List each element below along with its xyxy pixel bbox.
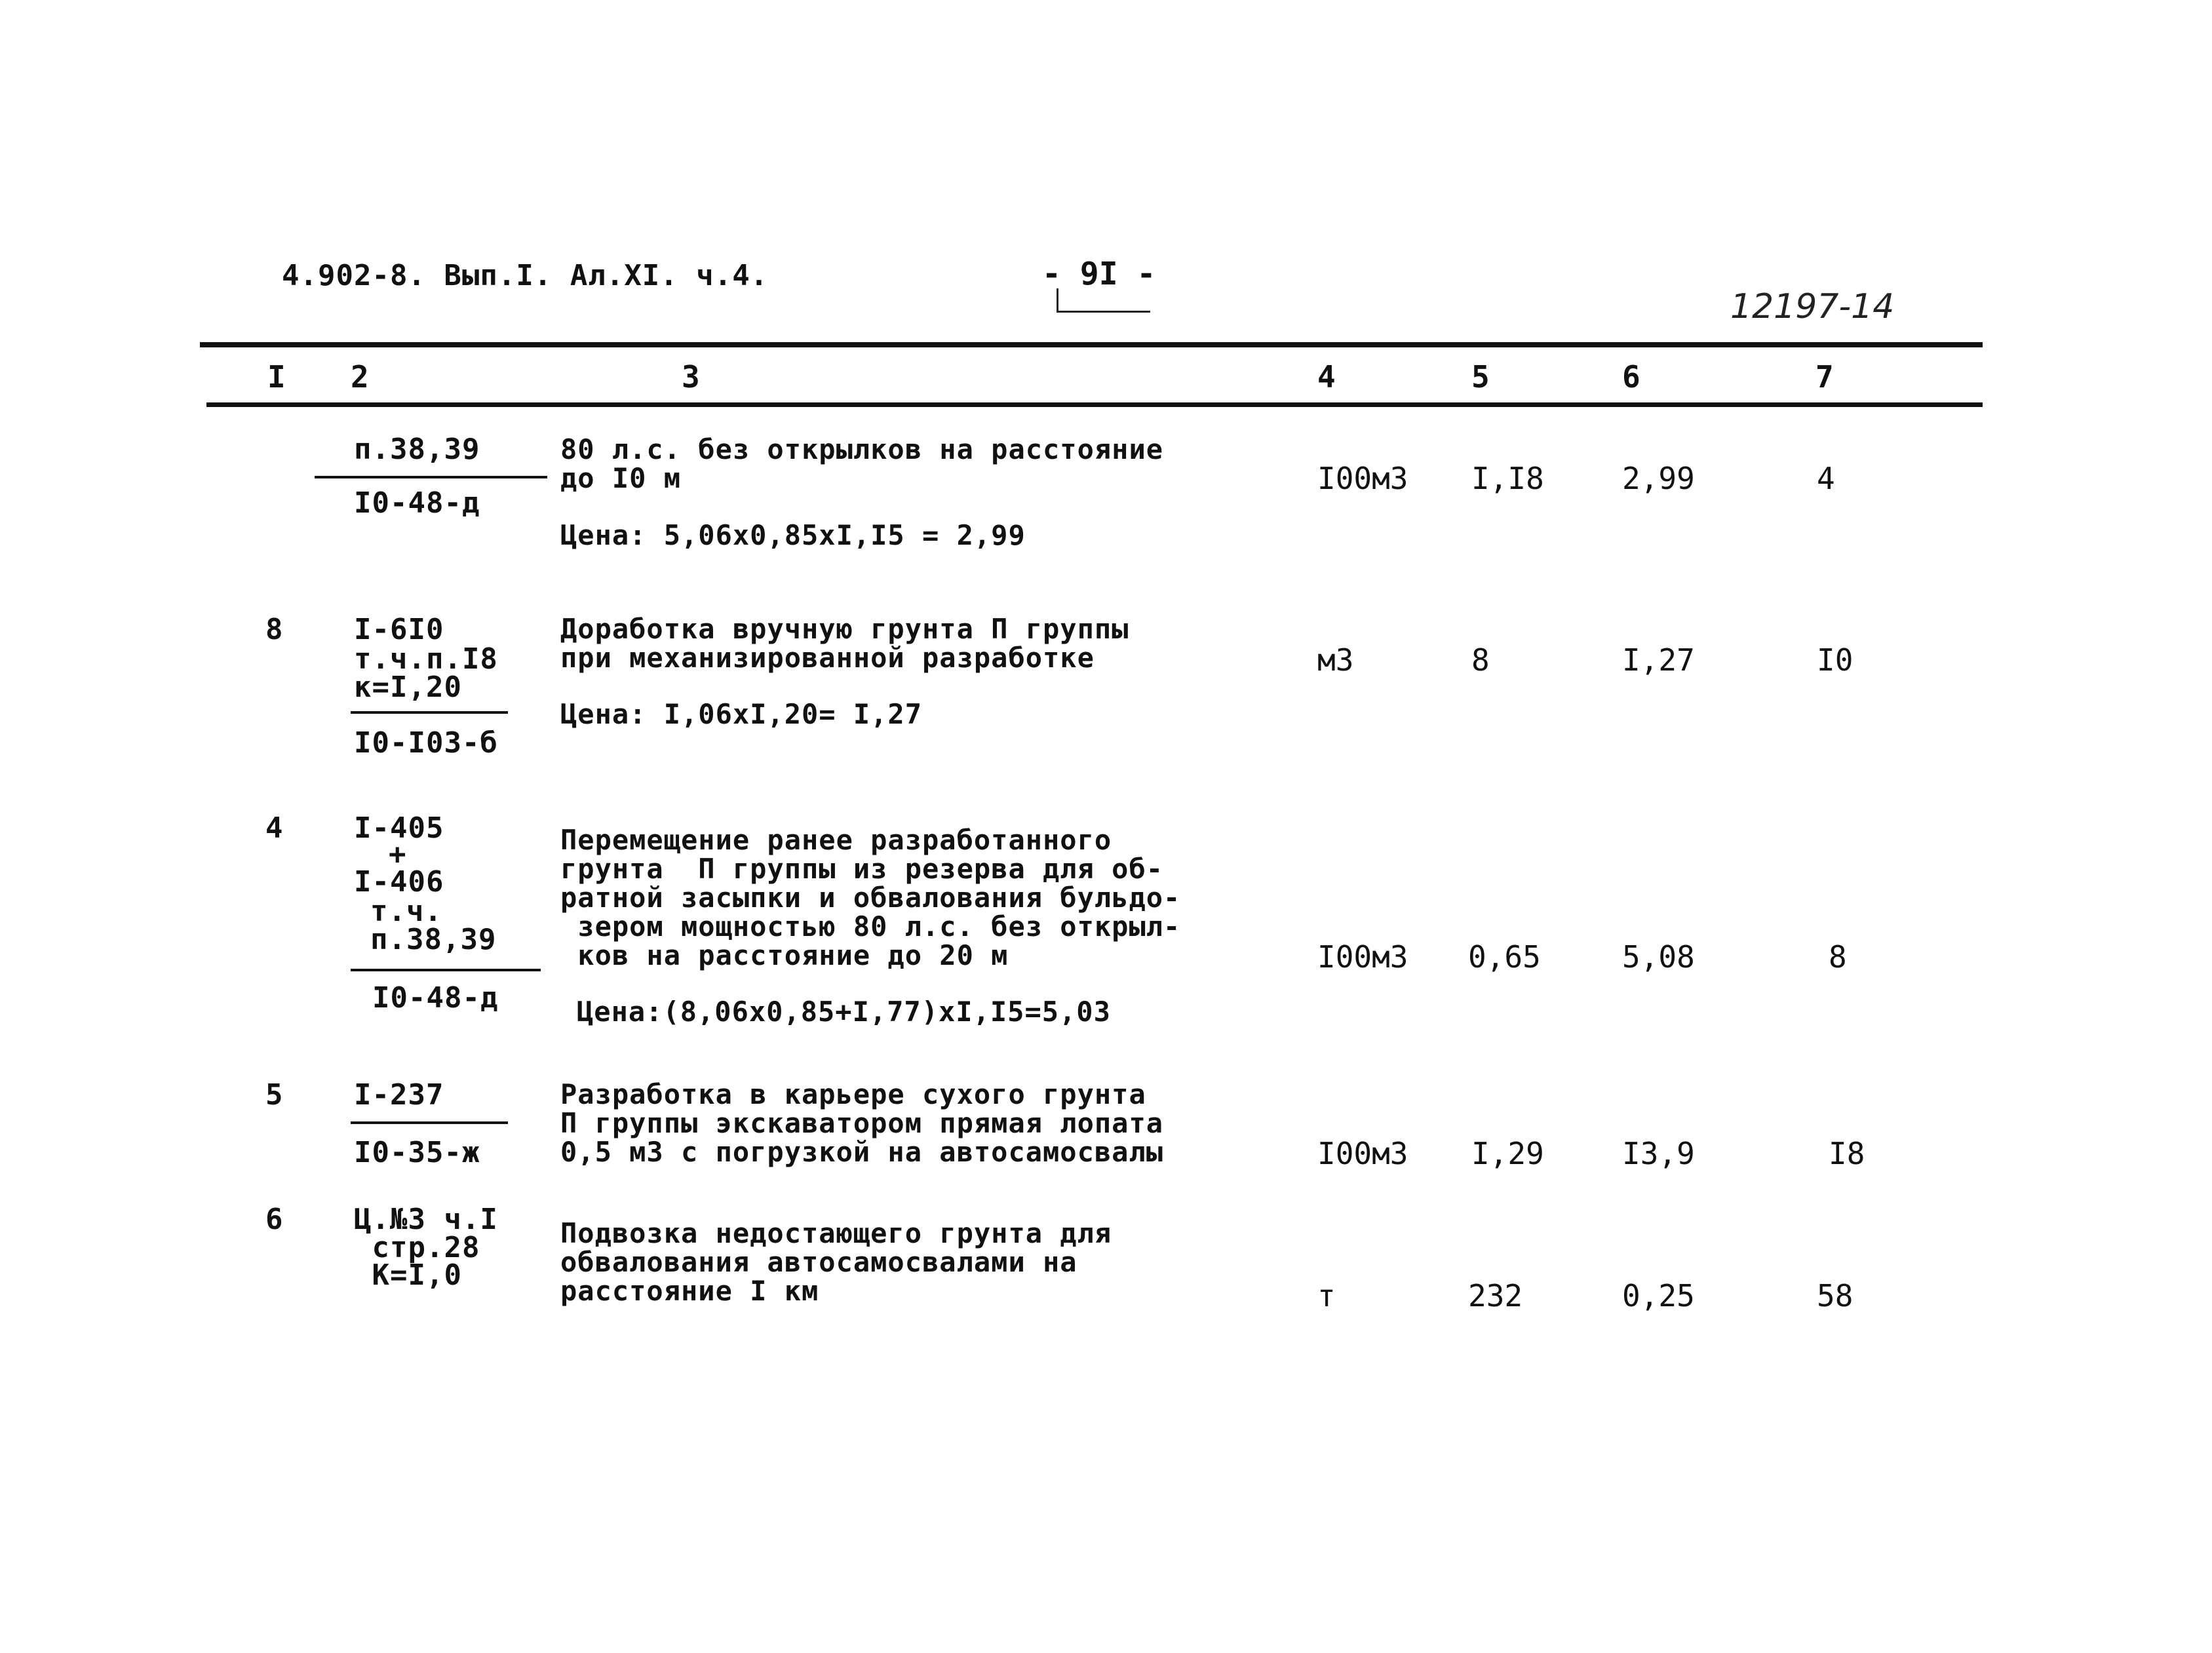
row-unit: м3 bbox=[1317, 642, 1354, 678]
code-fraction-line bbox=[351, 1121, 508, 1124]
document-reference: 4.902-8. Вып.I. Ал.XI. ч.4. bbox=[282, 259, 769, 292]
row-description-line: расстояние I км bbox=[560, 1275, 819, 1307]
row-code-bottom: I0-48-д bbox=[372, 981, 499, 1015]
code-fraction-line bbox=[315, 476, 547, 478]
row-code-top: I-405 bbox=[354, 811, 444, 845]
row-total: 4 bbox=[1817, 461, 1835, 496]
row-number: 5 bbox=[265, 1078, 284, 1112]
row-description-line: Перемещение ранее разработанного bbox=[560, 824, 1112, 856]
row-rate: 2,99 bbox=[1622, 461, 1695, 496]
row-description-line: 0,5 м3 с погрузкой на автосамосвалы bbox=[560, 1136, 1164, 1168]
page-number: - 9I - bbox=[1042, 256, 1156, 292]
row-number: 8 bbox=[265, 613, 284, 646]
row-number: 4 bbox=[265, 811, 284, 845]
row-description-line: грунта П группы из резерва для об- bbox=[560, 853, 1164, 885]
row-price-formula: Цена:(8,06x0,85+I,77)xI,I5=5,03 bbox=[577, 996, 1111, 1028]
row-description-line: до I0 м bbox=[560, 462, 682, 494]
row-description-line: Подвозка недостающего грунта для bbox=[560, 1217, 1112, 1249]
row-rate: 5,08 bbox=[1622, 939, 1695, 975]
row-description-line: зером мощностью 80 л.с. без открыл- bbox=[560, 910, 1181, 943]
row-code-top: т.ч. bbox=[370, 895, 442, 928]
row-description-line: Доработка вручную грунта П группы bbox=[560, 613, 1129, 645]
row-total: I0 bbox=[1817, 642, 1853, 678]
row-code-top: п.38,39 bbox=[354, 433, 480, 466]
row-quantity: 8 bbox=[1471, 642, 1490, 678]
row-code-top: I-406 bbox=[354, 865, 444, 899]
column-header-7: 7 bbox=[1815, 359, 1834, 395]
row-quantity: 0,65 bbox=[1468, 939, 1541, 975]
row-description-line: при механизированной разработке bbox=[560, 642, 1095, 674]
row-code-top: Ц.№3 ч.I bbox=[354, 1203, 498, 1236]
row-unit: т bbox=[1317, 1278, 1336, 1313]
code-fraction-line bbox=[351, 969, 541, 971]
column-header-6: 6 bbox=[1622, 359, 1640, 395]
row-code-bottom: I0-I03-б bbox=[354, 726, 498, 760]
row-code-top: т.ч.п.I8 bbox=[354, 642, 498, 676]
column-header-3: 3 bbox=[682, 359, 700, 395]
row-quantity: I,I8 bbox=[1471, 461, 1544, 496]
column-header-5: 5 bbox=[1471, 359, 1490, 395]
row-code-top: к=I,20 bbox=[354, 671, 462, 704]
table-top-rule bbox=[200, 342, 1983, 347]
row-total: 8 bbox=[1829, 939, 1847, 975]
row-code-top: + bbox=[389, 838, 407, 871]
table-header-rule bbox=[206, 402, 1983, 407]
row-price-formula: Цена: 5,06x0,85xI,I5 = 2,99 bbox=[560, 519, 1026, 551]
row-rate: I3,9 bbox=[1622, 1136, 1695, 1171]
code-fraction-line bbox=[351, 711, 508, 714]
row-description-line: Разработка в карьере сухого грунта bbox=[560, 1078, 1146, 1110]
document-id: 12197-14 bbox=[1730, 287, 1895, 326]
row-number: 6 bbox=[265, 1203, 284, 1236]
row-description-line: обвалования автосамосвалами на bbox=[560, 1246, 1077, 1278]
row-description-line: ков на расстояние до 20 м bbox=[560, 939, 1009, 971]
column-header-2: 2 bbox=[351, 359, 369, 395]
row-total: I8 bbox=[1829, 1136, 1865, 1171]
page-number-bracket bbox=[1057, 288, 1150, 313]
row-code-top: п.38,39 bbox=[370, 923, 497, 956]
row-rate: 0,25 bbox=[1622, 1278, 1695, 1313]
row-code-bottom: I0-48-д bbox=[354, 486, 480, 520]
row-rate: I,27 bbox=[1622, 642, 1695, 678]
row-code-top: I-6I0 bbox=[354, 613, 444, 646]
row-description-line: 80 л.с. без открылков на расстояние bbox=[560, 433, 1164, 465]
row-description-line: ратной засыпки и обвалования бульдо- bbox=[560, 882, 1181, 914]
row-description-line: П группы экскаватором прямая лопата bbox=[560, 1107, 1164, 1139]
row-unit: I00м3 bbox=[1317, 1136, 1408, 1171]
row-quantity: I,29 bbox=[1471, 1136, 1544, 1171]
row-code-top: I-237 bbox=[354, 1078, 444, 1112]
column-header-1: I bbox=[267, 359, 286, 395]
row-total: 58 bbox=[1817, 1278, 1853, 1313]
row-price-formula: Цена: I,06xI,20= I,27 bbox=[560, 698, 923, 730]
row-unit: I00м3 bbox=[1317, 461, 1408, 496]
row-unit: I00м3 bbox=[1317, 939, 1408, 975]
row-quantity: 232 bbox=[1468, 1278, 1523, 1313]
row-code-top: К=I,0 bbox=[354, 1258, 462, 1292]
row-code-top: стр.28 bbox=[354, 1231, 480, 1264]
column-header-4: 4 bbox=[1317, 359, 1336, 395]
row-code-bottom: I0-35-ж bbox=[354, 1136, 480, 1169]
